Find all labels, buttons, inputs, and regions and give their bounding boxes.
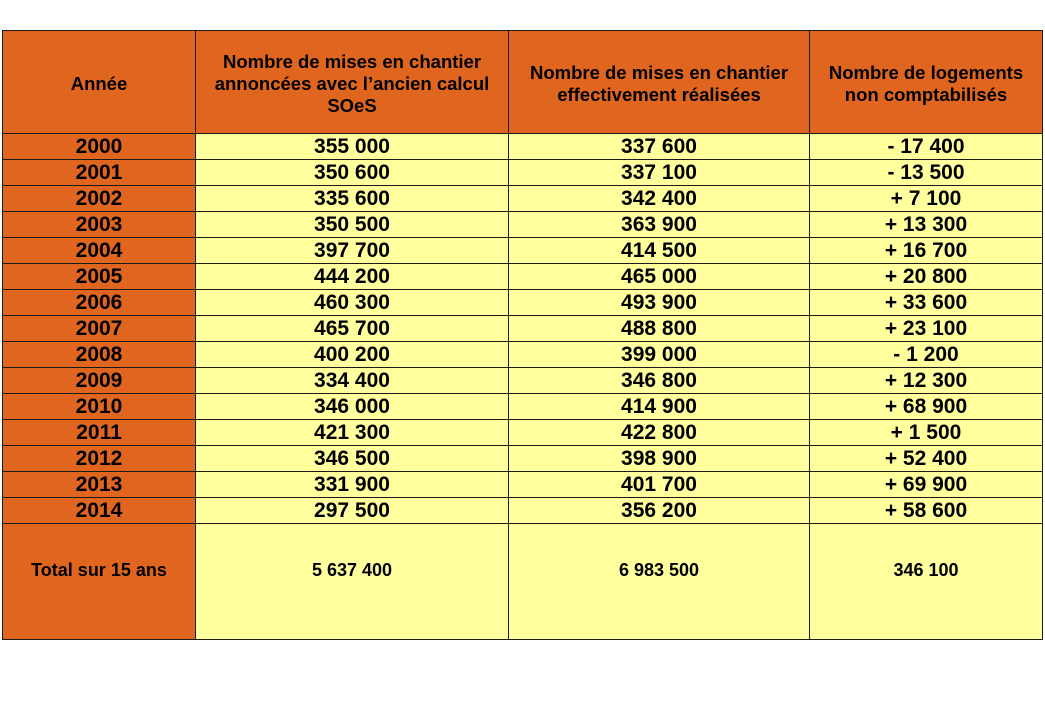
actual-cell: 399 000 [509,342,810,368]
actual-cell: 414 900 [509,394,810,420]
housing-starts-table [2,30,1043,640]
year-cell: 2003 [3,212,196,238]
announced-cell: 346 500 [196,446,509,472]
table-row [3,446,1043,472]
uncounted-cell: + 69 900 [810,472,1043,498]
table-row [3,420,1043,446]
announced-cell: 421 300 [196,420,509,446]
year-cell: 2014 [3,498,196,524]
actual-cell: 414 500 [509,238,810,264]
actual-cell: 493 900 [509,290,810,316]
uncounted-cell: + 7 100 [810,186,1043,212]
actual-cell: 356 200 [509,498,810,524]
year-cell: 2011 [3,420,196,446]
year-cell: 2013 [3,472,196,498]
year-cell: 2009 [3,368,196,394]
announced-cell: 444 200 [196,264,509,290]
table-row [3,134,1043,160]
actual-cell: 422 800 [509,420,810,446]
header-announced-starts: Nombre de mises en chantier annoncées avec l’ancien calcul SOeS [196,31,509,134]
announced-cell: 460 300 [196,290,509,316]
total-uncounted: 346 100 [810,524,1043,640]
uncounted-cell: + 13 300 [810,212,1043,238]
table-row [3,342,1043,368]
table-row [3,498,1043,524]
uncounted-cell: + 23 100 [810,316,1043,342]
year-cell: 2007 [3,316,196,342]
announced-cell: 335 600 [196,186,509,212]
uncounted-cell: - 1 200 [810,342,1043,368]
actual-cell: 488 800 [509,316,810,342]
uncounted-cell: + 20 800 [810,264,1043,290]
year-cell: 2012 [3,446,196,472]
total-actual: 6 983 500 [509,524,810,640]
announced-cell: 350 500 [196,212,509,238]
header-year: Année [3,31,196,134]
table-header [3,31,1043,134]
table-row [3,290,1043,316]
total-row [3,524,1043,640]
actual-cell: 346 800 [509,368,810,394]
table-row [3,238,1043,264]
announced-cell: 350 600 [196,160,509,186]
table-row [3,160,1043,186]
year-cell: 2006 [3,290,196,316]
table-row [3,394,1043,420]
announced-cell: 355 000 [196,134,509,160]
uncounted-cell: + 58 600 [810,498,1043,524]
header-row [3,31,1043,134]
table-row [3,472,1043,498]
actual-cell: 363 900 [509,212,810,238]
uncounted-cell: - 13 500 [810,160,1043,186]
header-actual-starts: Nombre de mises en chantier effectivement réalisées [509,31,810,134]
actual-cell: 337 100 [509,160,810,186]
uncounted-cell: + 1 500 [810,420,1043,446]
total-label: Total sur 15 ans [3,524,196,640]
total-announced: 5 637 400 [196,524,509,640]
announced-cell: 297 500 [196,498,509,524]
actual-cell: 337 600 [509,134,810,160]
year-cell: 2004 [3,238,196,264]
uncounted-cell: + 33 600 [810,290,1043,316]
year-cell: 2005 [3,264,196,290]
actual-cell: 342 400 [509,186,810,212]
uncounted-cell: - 17 400 [810,134,1043,160]
uncounted-cell: + 16 700 [810,238,1043,264]
announced-cell: 346 000 [196,394,509,420]
year-cell: 2000 [3,134,196,160]
uncounted-cell: + 12 300 [810,368,1043,394]
table-row [3,368,1043,394]
actual-cell: 465 000 [509,264,810,290]
announced-cell: 400 200 [196,342,509,368]
uncounted-cell: + 68 900 [810,394,1043,420]
table-body [3,134,1043,640]
table-row [3,212,1043,238]
table-row [3,316,1043,342]
actual-cell: 398 900 [509,446,810,472]
year-cell: 2010 [3,394,196,420]
announced-cell: 334 400 [196,368,509,394]
announced-cell: 331 900 [196,472,509,498]
year-cell: 2002 [3,186,196,212]
table-row [3,264,1043,290]
year-cell: 2008 [3,342,196,368]
year-cell: 2001 [3,160,196,186]
table-row [3,186,1043,212]
uncounted-cell: + 52 400 [810,446,1043,472]
announced-cell: 465 700 [196,316,509,342]
header-uncounted-dwellings: Nombre de logements non comptabilisés [810,31,1043,134]
actual-cell: 401 700 [509,472,810,498]
announced-cell: 397 700 [196,238,509,264]
